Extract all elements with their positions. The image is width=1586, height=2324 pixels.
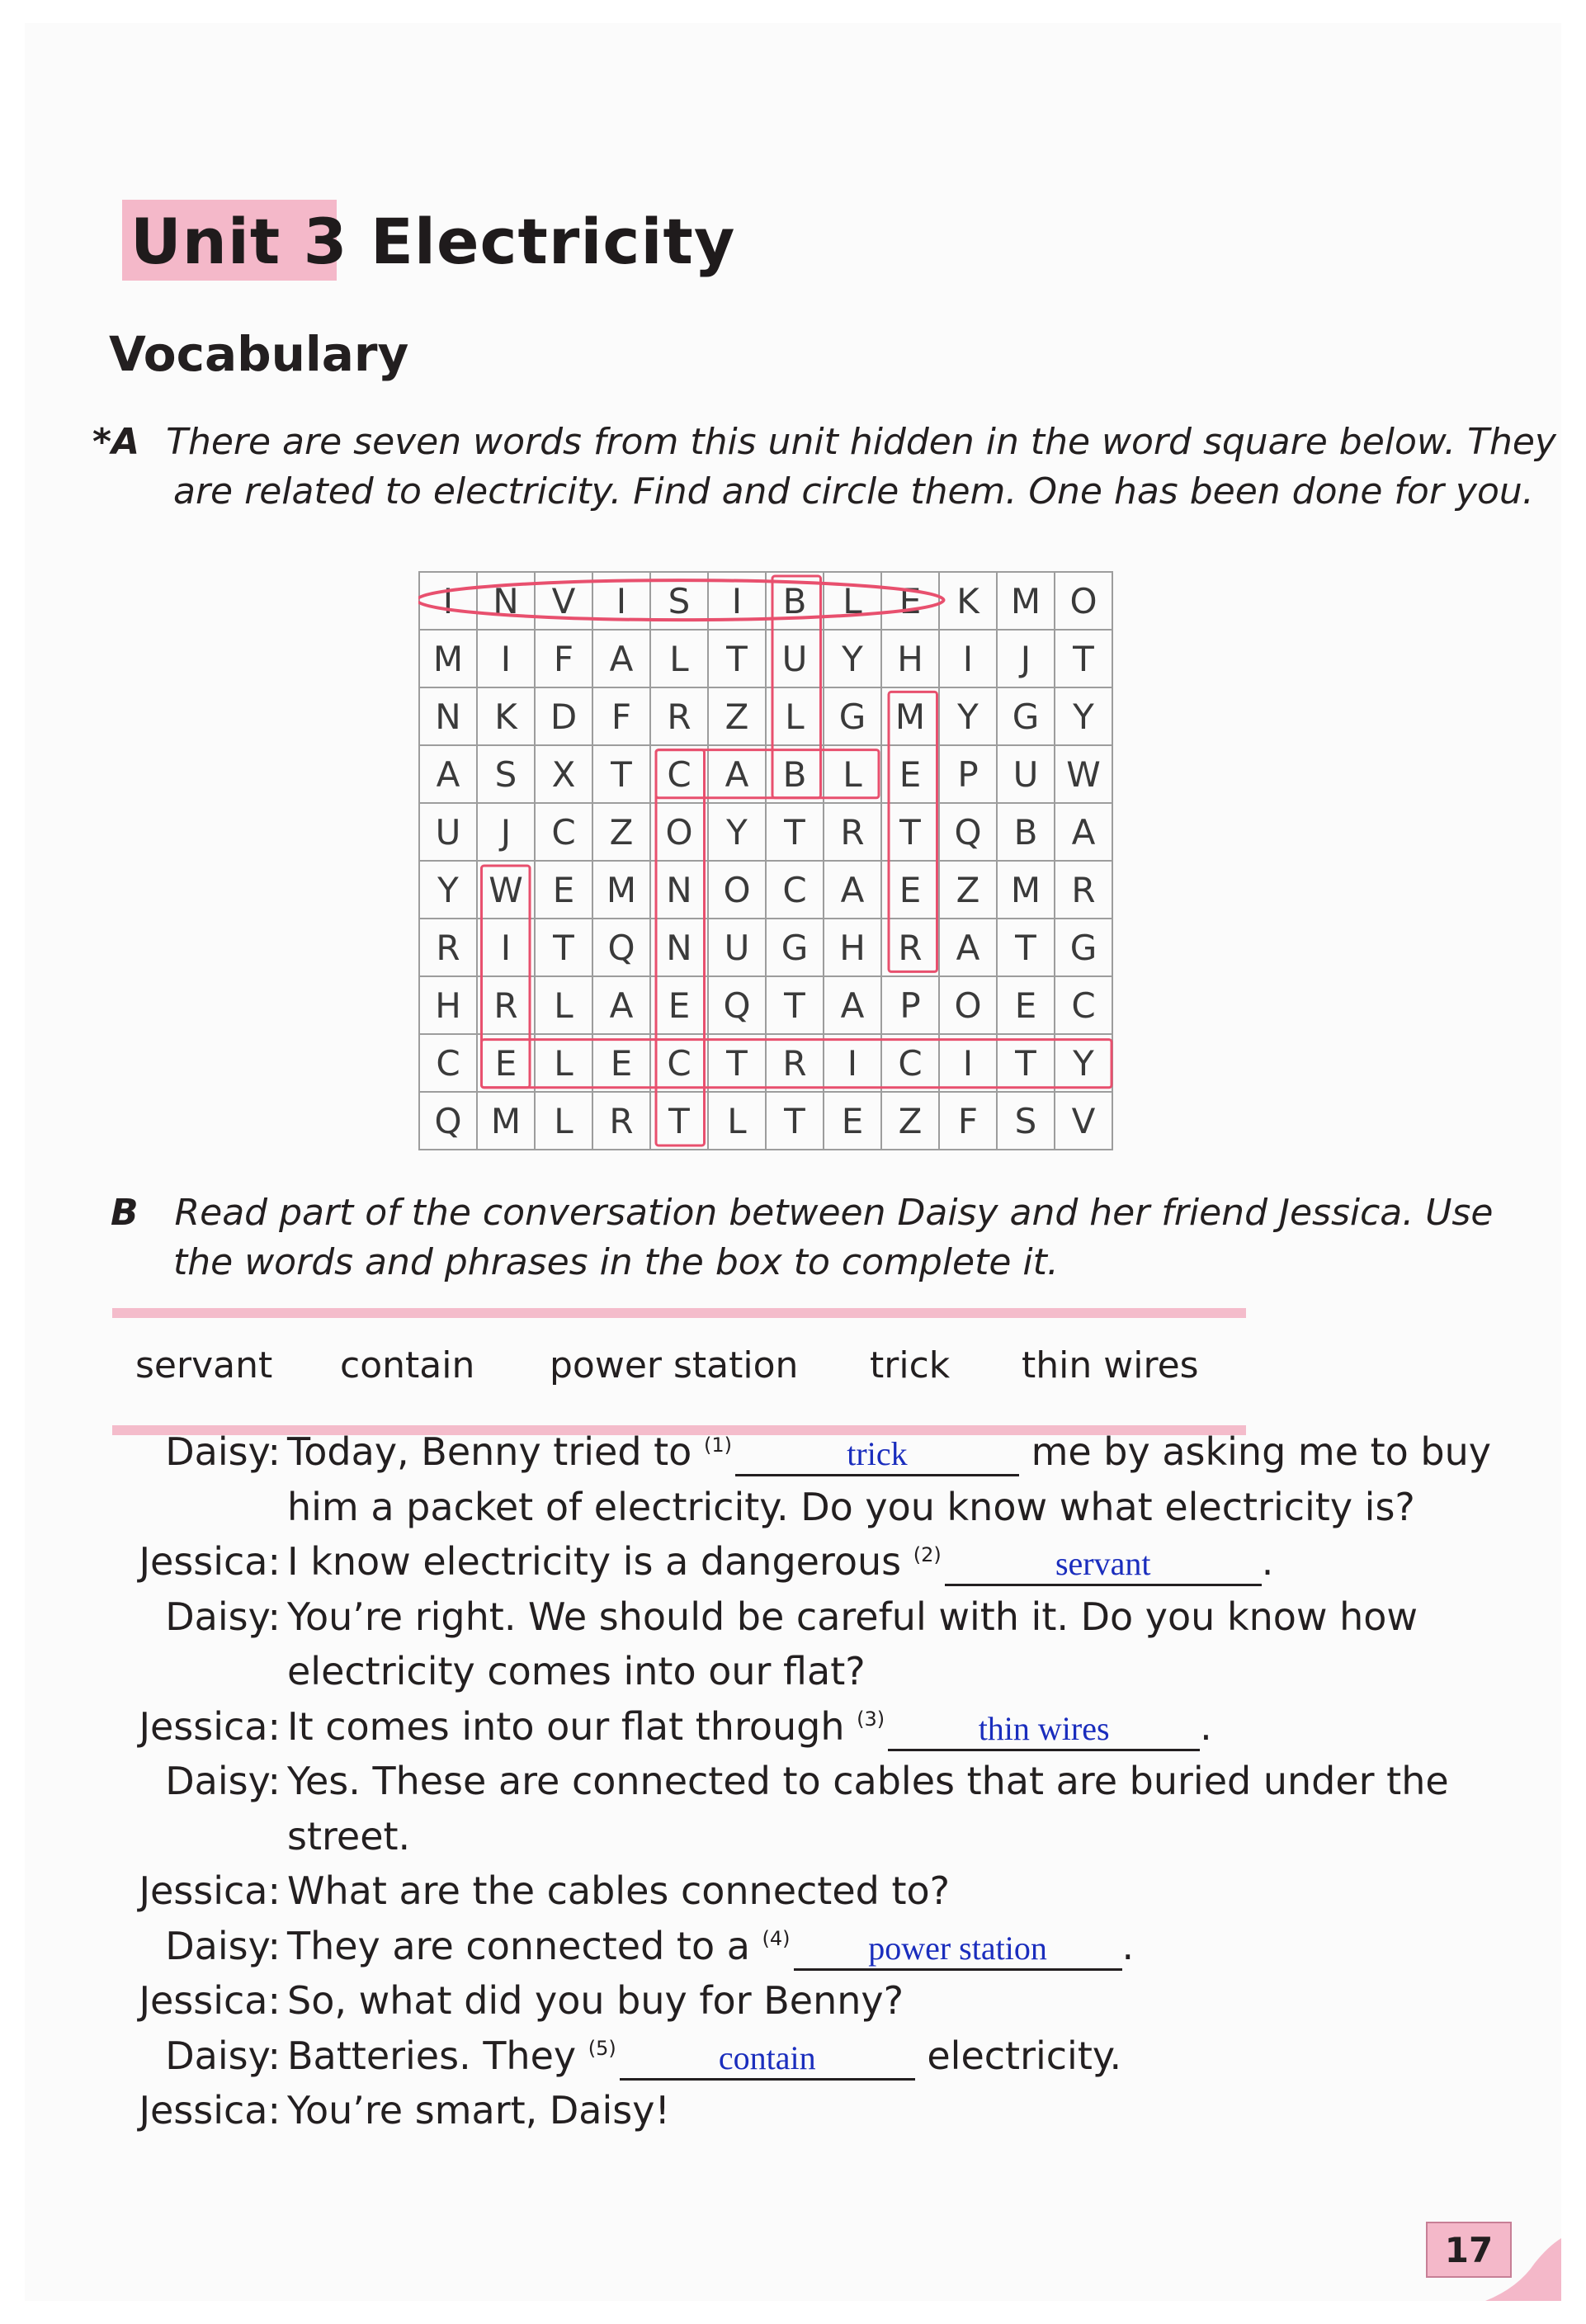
grid-cell: G (997, 687, 1055, 745)
dialog-text-after: . (1200, 1703, 1212, 1749)
grid-cell: V (1055, 1092, 1112, 1150)
dialog-text-after: me by asking me to buy (1018, 1429, 1492, 1474)
grid-cell: L (535, 976, 592, 1034)
grid-cell: L (824, 745, 881, 803)
blank-number: (3) (857, 1708, 885, 1731)
grid-cell: N (419, 687, 477, 745)
grid-cell: Y (939, 687, 997, 745)
grid-cell: E (650, 976, 708, 1034)
part-b-instruction-line2: the words and phrases in the box to complete it. (173, 1241, 1059, 1283)
grid-cell: D (535, 687, 592, 745)
part-a-marker: *A (92, 421, 140, 463)
blank-number: (5) (588, 2037, 616, 2061)
grid-cell: J (997, 630, 1055, 687)
grid-cell: J (477, 803, 535, 861)
answer-blank[interactable] (794, 1924, 1122, 1971)
grid-cell: E (997, 976, 1055, 1034)
dialog-speaker: Daisy: (165, 1594, 281, 1639)
grid-cell: C (650, 745, 708, 803)
grid-cell: A (1055, 803, 1112, 861)
grid-cell: I (592, 572, 650, 630)
grid-cell: O (939, 976, 997, 1034)
part-a-instruction-line2: are related to electricity. Find and circle them. One has been done for you. (173, 470, 1534, 513)
grid-cell: A (824, 861, 881, 919)
grid-cell: Z (881, 1092, 939, 1150)
dialog-text: You’re smart, Daisy! (287, 2088, 670, 2133)
dialog-speaker: Daisy: (165, 1429, 281, 1474)
unit-title-text: Unit 3 Electricity (130, 204, 736, 278)
grid-cell: R (650, 687, 708, 745)
word-box-item: power station (550, 1344, 799, 1386)
grid-cell: F (939, 1092, 997, 1150)
blank-number: (4) (762, 1927, 791, 1951)
grid-cell: T (708, 630, 766, 687)
grid-cell: A (592, 630, 650, 687)
grid-cell: I (419, 572, 477, 630)
grid-cell: Y (1055, 687, 1112, 745)
grid-cell: Y (824, 630, 881, 687)
grid-cell: Y (1055, 1034, 1112, 1092)
grid-cell: O (650, 803, 708, 861)
part-b-instruction-line1 (111, 1188, 1493, 1238)
dialog-text: electricity comes into our flat? (287, 1649, 866, 1693)
blank-number: (1) (703, 1433, 732, 1457)
grid-cell: T (650, 1092, 708, 1150)
grid-cell: T (592, 745, 650, 803)
grid-cell: L (535, 1092, 592, 1150)
grid-cell: T (997, 919, 1055, 976)
unit-title (122, 196, 735, 286)
grid-cell: L (708, 1092, 766, 1150)
grid-cell: R (881, 919, 939, 976)
grid-cell: M (881, 687, 939, 745)
grid-cell: E (881, 572, 939, 630)
grid-cell: F (535, 630, 592, 687)
grid-cell: T (1055, 630, 1112, 687)
dialog-text-before: It comes into our flat through (287, 1703, 857, 1749)
grid-cell: A (708, 745, 766, 803)
grid-cell: S (477, 745, 535, 803)
grid-cell: N (477, 572, 535, 630)
grid-cell: T (766, 803, 824, 861)
grid-cell: T (708, 1034, 766, 1092)
grid-cell: E (881, 861, 939, 919)
dialog-speaker: Jessica: (139, 1978, 281, 2023)
section-title: Vocabulary (109, 326, 409, 382)
grid-cell: P (939, 745, 997, 803)
grid-cell: I (939, 1034, 997, 1092)
grid-cell: R (419, 919, 477, 976)
grid-cell: C (766, 861, 824, 919)
dialog-text: Yes. These are connected to cables that are buried under the (287, 1759, 1449, 1803)
grid-cell: U (708, 919, 766, 976)
box-bulb (772, 576, 821, 798)
dialog-speaker: Daisy: (165, 1759, 281, 1803)
dialog-text: him a packet of electricity. Do you know what electricity is? (287, 1484, 1415, 1529)
part-b-marker: B (111, 1192, 139, 1234)
box-connect (656, 750, 705, 1145)
grid-cell: Z (939, 861, 997, 919)
blank-number: (2) (913, 1542, 942, 1566)
dialog-text: You’re right. We should be careful with it. Do you know how (287, 1594, 1418, 1639)
dialog-text-before: They are connected to a (287, 1923, 762, 1968)
grid-cell: Z (708, 687, 766, 745)
dialog-text (287, 1539, 1273, 1586)
dialog-speaker: Jessica: (139, 2088, 281, 2133)
grid-cell: B (766, 745, 824, 803)
grid-cell: E (824, 1092, 881, 1150)
grid-cell: M (997, 572, 1055, 630)
grid-cell: S (997, 1092, 1055, 1150)
grid-cell: X (535, 745, 592, 803)
grid-cell: Q (592, 919, 650, 976)
grid-cell: Y (708, 803, 766, 861)
dialog-text: street. (287, 1813, 411, 1859)
grid-cell: A (824, 976, 881, 1034)
grid-cell: C (881, 1034, 939, 1092)
grid-cell: H (419, 976, 477, 1034)
grid-cell: R (1055, 861, 1112, 919)
grid-cell: O (708, 861, 766, 919)
dialog-speaker: Jessica: (139, 1703, 281, 1749)
word-circles (418, 571, 1116, 1150)
grid-cell: A (419, 745, 477, 803)
handwritten-answer: trick (847, 1435, 908, 1472)
box-cable (656, 750, 879, 798)
dialog-text (287, 1429, 1491, 1476)
grid-cell: P (881, 976, 939, 1034)
grid-cell: C (650, 1034, 708, 1092)
grid-cell: Q (708, 976, 766, 1034)
dialog-speaker: Daisy: (165, 2033, 281, 2078)
dialog-speaker: Daisy: (165, 1923, 281, 1968)
dialog-speaker: Jessica: (139, 1868, 281, 1913)
word-box-item: servant (135, 1344, 273, 1386)
dialog-text-after: electricity. (914, 2033, 1122, 2078)
box-wire (482, 866, 531, 1088)
dialog-text-after: . (1121, 1923, 1135, 1968)
grid-cell: L (766, 687, 824, 745)
grid-cell: T (881, 803, 939, 861)
page-corner-decoration (1485, 2238, 1561, 2301)
grid-cell: A (592, 976, 650, 1034)
grid-cell: V (535, 572, 592, 630)
grid-cell: G (824, 687, 881, 745)
dialog-speaker: Jessica: (139, 1539, 281, 1584)
dialog-text-after: . (1261, 1539, 1274, 1584)
grid-cell: I (477, 919, 535, 976)
grid-cell: Q (419, 1092, 477, 1150)
grid-cell: M (592, 861, 650, 919)
grid-cell: L (650, 630, 708, 687)
word-box-item: contain (340, 1344, 475, 1386)
dialog-text: What are the cables connected to? (287, 1868, 951, 1913)
grid-cell: N (650, 919, 708, 976)
grid-cell: N (650, 861, 708, 919)
grid-cell: U (766, 630, 824, 687)
grid-cell: M (477, 1092, 535, 1150)
word-square (418, 571, 1116, 1150)
grid-cell: R (477, 976, 535, 1034)
word-box-item: thin wires (1022, 1344, 1199, 1386)
grid-cell: G (1055, 919, 1112, 976)
grid-cell: B (997, 803, 1055, 861)
box-meter (889, 692, 937, 971)
box-electricity (482, 1040, 1112, 1088)
dialog-text-before: I know electricity is a dangerous (287, 1539, 913, 1584)
grid-cell: I (477, 630, 535, 687)
grid-cell: G (766, 919, 824, 976)
answer-blank[interactable] (888, 1704, 1200, 1751)
grid-cell: L (535, 1034, 592, 1092)
grid-cell: W (1055, 745, 1112, 803)
part-a-instruction-line1 (92, 418, 1556, 467)
grid-cell: T (997, 1034, 1055, 1092)
dialog-text (287, 1924, 1134, 1971)
grid-cell: E (535, 861, 592, 919)
grid-cell: W (477, 861, 535, 919)
handwritten-answer: contain (718, 2038, 816, 2076)
grid-cell: C (419, 1034, 477, 1092)
grid-cell: M (997, 861, 1055, 919)
answer-blank[interactable] (620, 2034, 915, 2081)
grid-cell: T (766, 1092, 824, 1150)
word-box (112, 1308, 1246, 1435)
word-box-item: trick (870, 1344, 951, 1386)
grid-cell: R (766, 1034, 824, 1092)
grid-cell: A (939, 919, 997, 976)
part-b-text-1: Read part of the conversation between Daisy and her friend Jessica. Use (174, 1192, 1494, 1234)
grid-cell: U (997, 745, 1055, 803)
grid-cell: H (824, 919, 881, 976)
grid-cell: T (535, 919, 592, 976)
grid-cell: E (881, 745, 939, 803)
grid-cell: H (881, 630, 939, 687)
dialog-text: So, what did you buy for Benny? (287, 1978, 904, 2023)
part-a-text-1: There are seven words from this unit hidden in the word square below. They (166, 421, 1556, 463)
grid-cell: E (592, 1034, 650, 1092)
handwritten-answer: thin wires (978, 1709, 1110, 1747)
grid-cell: T (766, 976, 824, 1034)
handwritten-answer: power station (868, 1929, 1047, 1967)
circle-invisible (418, 580, 944, 620)
grid-cell: I (708, 572, 766, 630)
grid-cell: I (939, 630, 997, 687)
grid-cell: Y (419, 861, 477, 919)
dialog-text-before: Batteries. They (287, 2033, 588, 2078)
grid-cell: L (824, 572, 881, 630)
grid-cell: E (477, 1034, 535, 1092)
grid-cell: R (824, 803, 881, 861)
grid-cell: Z (592, 803, 650, 861)
answer-blank[interactable] (945, 1539, 1262, 1586)
grid-cell: R (592, 1092, 650, 1150)
grid-cell: K (939, 572, 997, 630)
grid-cell: O (1055, 572, 1112, 630)
dialog-text-before: Today, Benny tried to (287, 1429, 704, 1474)
answer-blank[interactable] (735, 1429, 1019, 1476)
grid-cell: U (419, 803, 477, 861)
dialog-text (287, 1704, 1212, 1751)
grid-cell: B (766, 572, 824, 630)
grid-cell: S (650, 572, 708, 630)
grid-cell: K (477, 687, 535, 745)
grid-cell: M (419, 630, 477, 687)
grid-cell: I (824, 1034, 881, 1092)
grid-cell: C (535, 803, 592, 861)
grid-cell: F (592, 687, 650, 745)
dialog-text (287, 2034, 1121, 2081)
handwritten-answer: servant (1055, 1545, 1151, 1582)
grid-cell: C (1055, 976, 1112, 1034)
grid-cell: Q (939, 803, 997, 861)
page-number: 17 (1426, 2222, 1512, 2278)
